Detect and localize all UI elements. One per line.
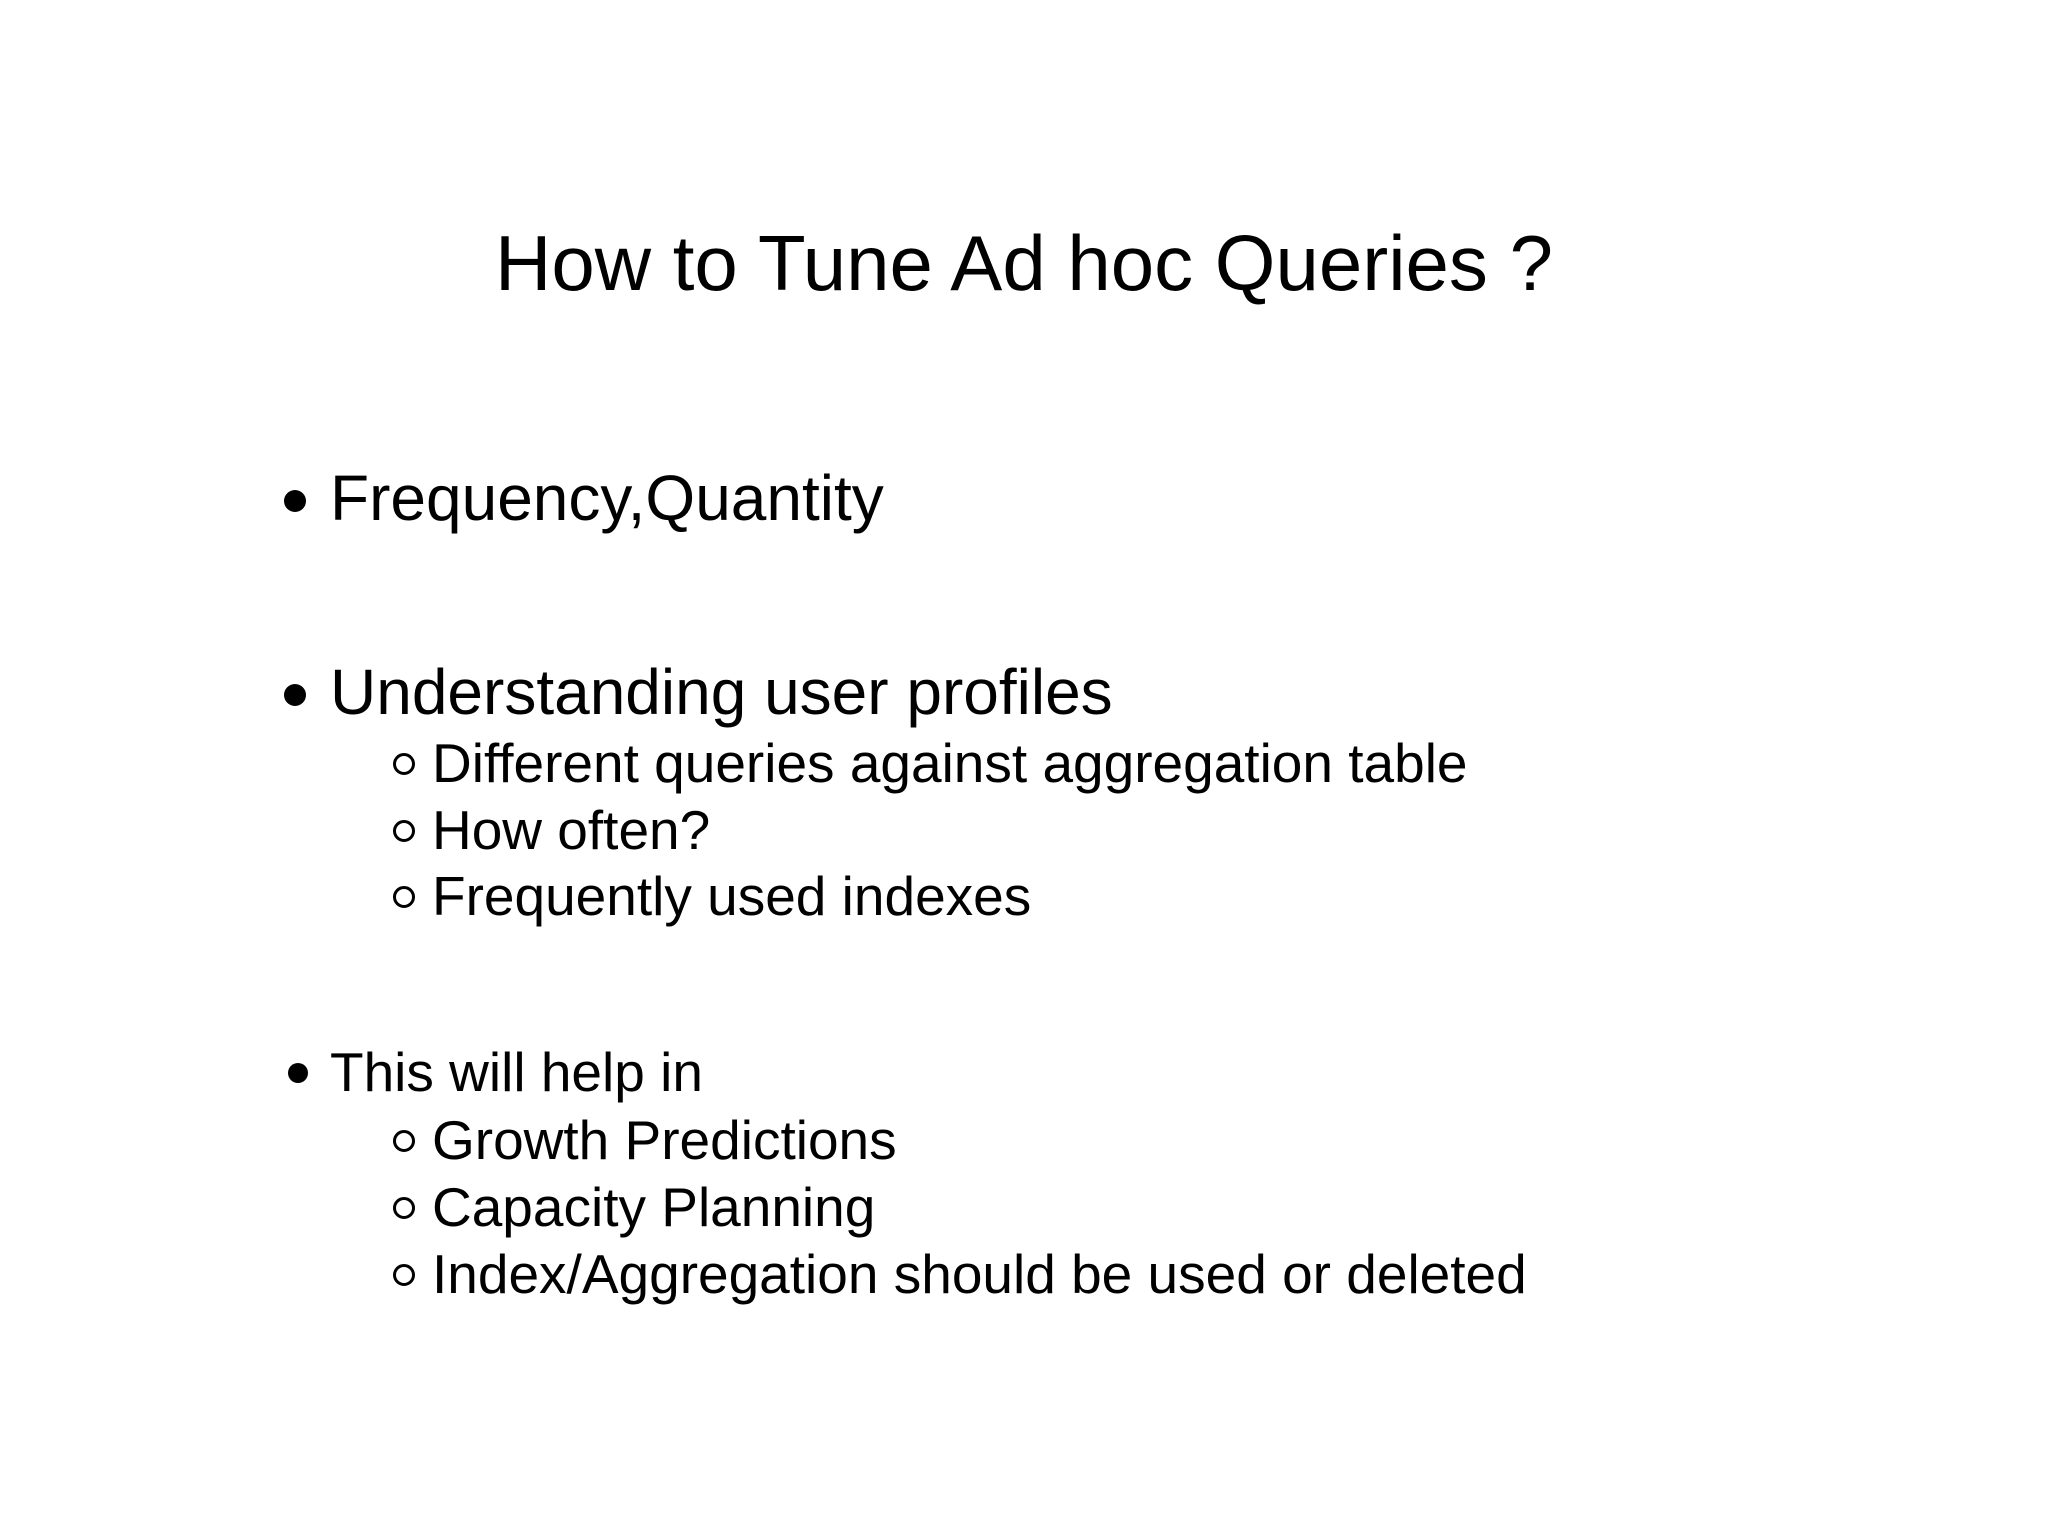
sub-bullet-item: Different queries against aggregation table bbox=[432, 732, 1468, 794]
sub-bullet-item: Capacity Planning bbox=[432, 1176, 876, 1238]
sub-bullet-item: Index/Aggregation should be used or deleted bbox=[432, 1243, 1527, 1305]
sub-bullet-item: Growth Predictions bbox=[432, 1109, 897, 1171]
slide-title: How to Tune Ad hoc Queries ? bbox=[495, 219, 1553, 307]
sub-bullet-circle-icon bbox=[393, 1197, 415, 1219]
sub-bullet-item: Frequently used indexes bbox=[432, 865, 1032, 927]
sub-bullet-circle-icon bbox=[393, 1130, 415, 1152]
bullet-item: Understanding user profiles bbox=[330, 656, 1113, 728]
bullet-dot-icon bbox=[288, 1063, 308, 1083]
bullet-dot-icon bbox=[284, 490, 306, 512]
bullet-item: Frequency,Quantity bbox=[330, 462, 884, 534]
sub-bullet-circle-icon bbox=[393, 753, 415, 775]
sub-bullet-circle-icon bbox=[393, 820, 415, 842]
bullet-dot-icon bbox=[284, 684, 306, 706]
sub-bullet-item: How often? bbox=[432, 799, 711, 861]
sub-bullet-circle-icon bbox=[393, 1264, 415, 1286]
bullet-item: This will help in bbox=[330, 1041, 703, 1103]
sub-bullet-circle-icon bbox=[393, 886, 415, 908]
